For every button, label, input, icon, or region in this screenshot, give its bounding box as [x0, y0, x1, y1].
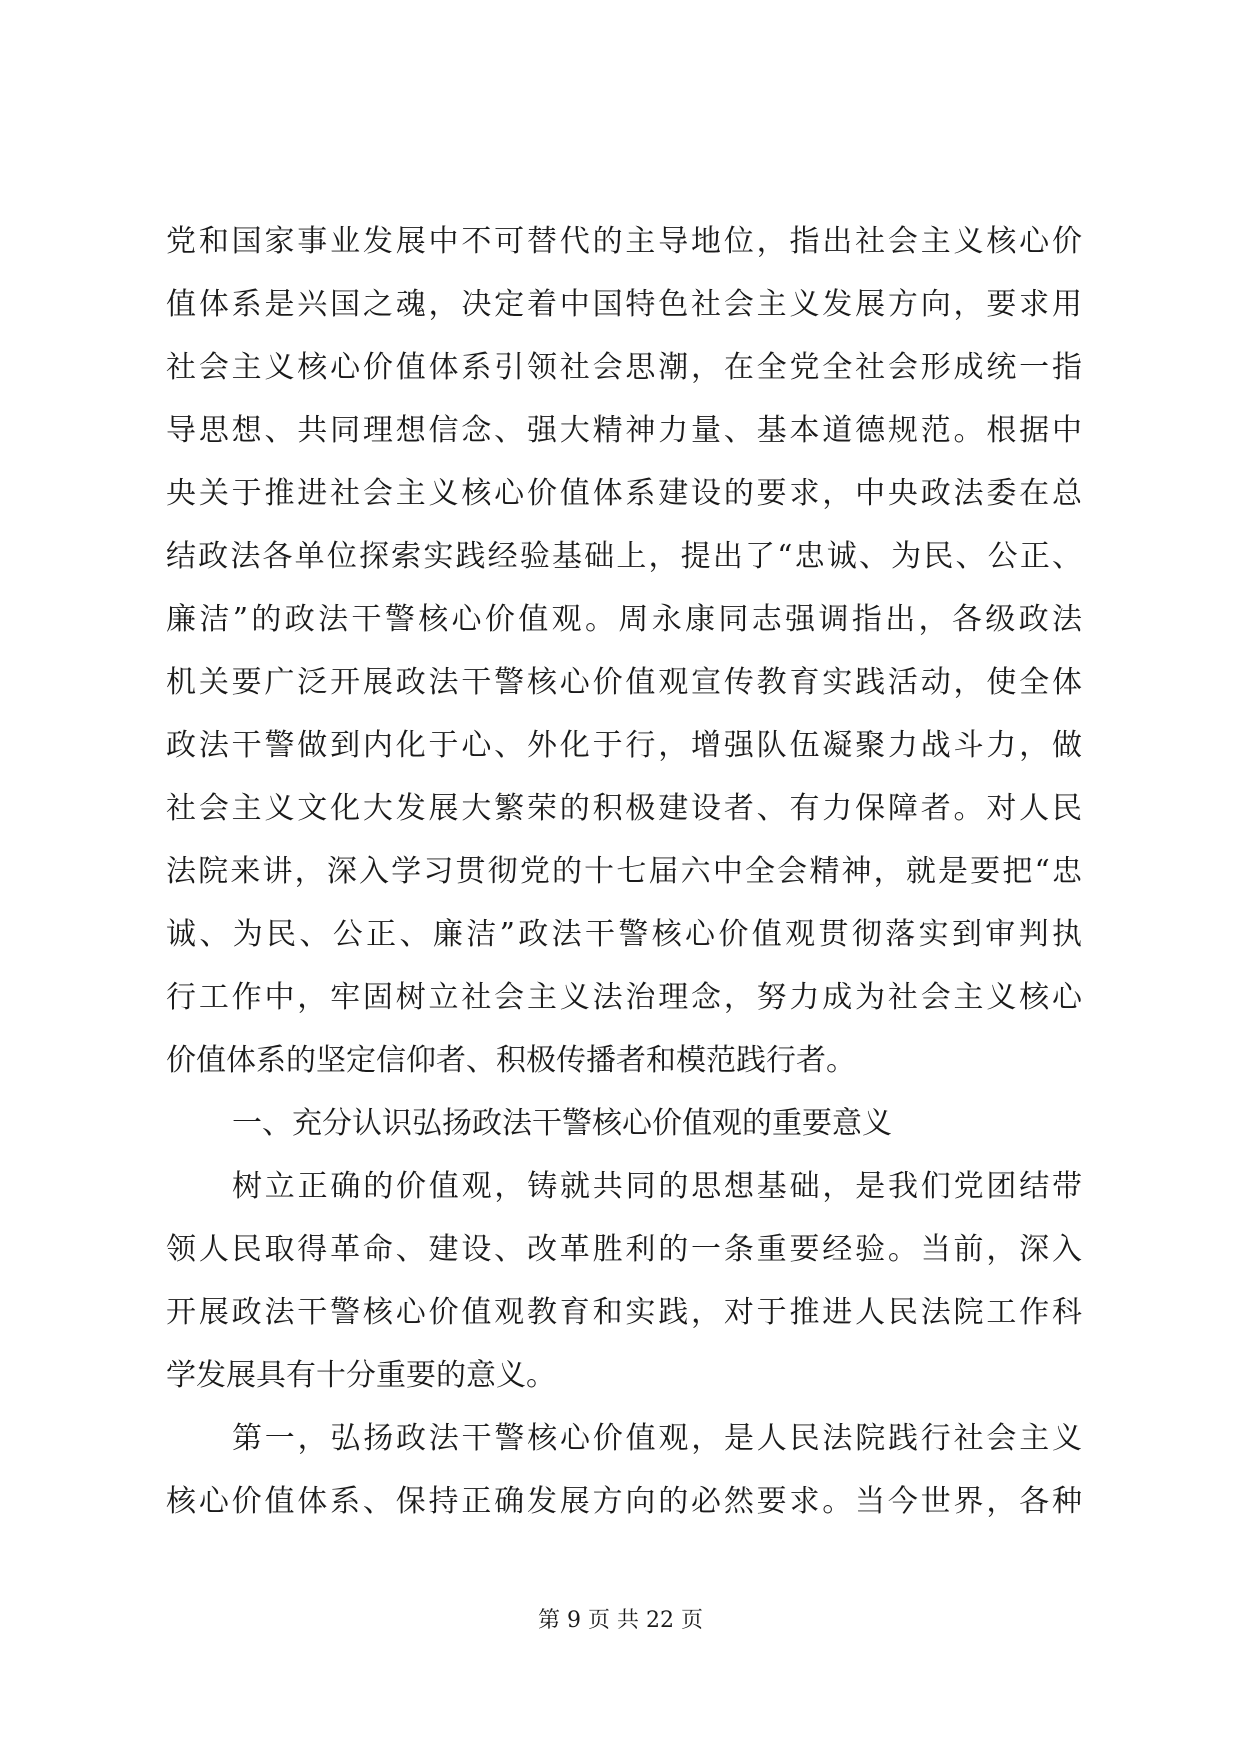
text-line: 结政法各单位探索实践经验基础上，提出了“忠诚、为民、公正、	[166, 539, 1082, 574]
text-line: 廉洁”的政法干警核心价值观。周永康同志强调指出，各级政法	[166, 602, 1082, 637]
text-line: 领人民取得革命、建设、改革胜利的一条重要经验。当前，深入	[166, 1232, 1082, 1267]
text-line: 学发展具有十分重要的意义。	[166, 1358, 556, 1393]
text-line: 社会主义核心价值体系引领社会思潮，在全党全社会形成统一指	[166, 350, 1082, 385]
text-line: 央关于推进社会主义核心价值体系建设的要求，中央政法委在总	[166, 476, 1082, 511]
text-line: 党和国家事业发展中不可替代的主导地位，指出社会主义核心价	[166, 224, 1082, 259]
text-line: 诚、为民、公正、廉洁”政法干警核心价值观贯彻落实到审判执	[166, 917, 1082, 952]
text-line: 行工作中，牢固树立社会主义法治理念，努力成为社会主义核心	[166, 980, 1082, 1015]
text-line: 政法干警做到内化于心、外化于行，增强队伍凝聚力战斗力，做	[166, 728, 1082, 763]
text-line: 第一，弘扬政法干警核心价值观，是人民法院践行社会主义	[232, 1421, 1082, 1456]
text-line: 导思想、共同理想信念、强大精神力量、基本道德规范。根据中	[166, 413, 1082, 448]
page-number: 第 9 页 共 22 页	[538, 1608, 703, 1633]
text-line: 法院来讲，深入学习贯彻党的十七届六中全会精神，就是要把“忠	[166, 854, 1082, 889]
text-line: 核心价值体系、保持正确发展方向的必然要求。当今世界，各种	[166, 1484, 1082, 1519]
text-line: 价值体系的坚定信仰者、积极传播者和模范践行者。	[166, 1043, 856, 1078]
text-line: 树立正确的价值观，铸就共同的思想基础，是我们党团结带	[232, 1169, 1082, 1204]
text-line: 开展政法干警核心价值观教育和实践，对于推进人民法院工作科	[166, 1295, 1082, 1330]
text-line: 值体系是兴国之魂，决定着中国特色社会主义发展方向，要求用	[166, 287, 1082, 322]
text-line: 机关要广泛开展政法干警核心价值观宣传教育实践活动，使全体	[166, 665, 1082, 700]
section-heading: 一、充分认识弘扬政法干警核心价值观的重要意义	[232, 1106, 892, 1141]
text-line: 社会主义文化大发展大繁荣的积极建设者、有力保障者。对人民	[166, 791, 1082, 826]
